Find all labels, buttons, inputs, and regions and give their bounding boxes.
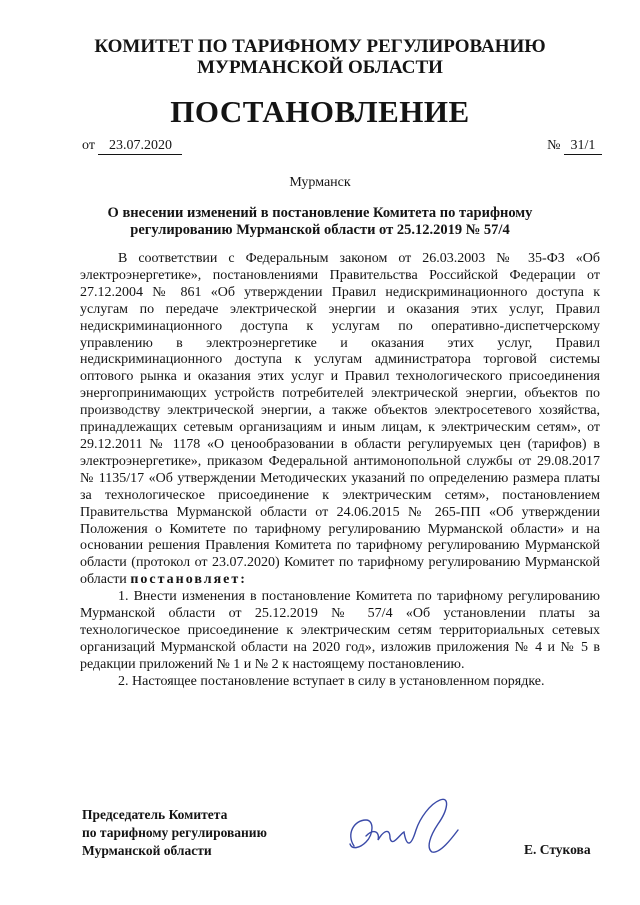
signatory-name: Е. Стукова [524, 842, 591, 857]
organization-name [0, 36, 640, 78]
number-prefix: № [547, 138, 561, 153]
document-type: ПОСТАНОВЛЕНИЕ [170, 94, 470, 129]
date-value: 23.07.2020 [98, 138, 182, 155]
signatory-title-line-2: по тарифному регулированию [82, 825, 267, 840]
decree-item-1: 1. Внести изменения в постановление Комитета по тарифному регулированию Мурманской области от 25.12.2019 № 57/4 «Об установлении платы за технологическое присоединение к электрическим сетям территориальных сетевых организаций Мурманской области на 2020 год», изложив приложения № 4 и № 5 в редакции приложений № 1 и № 2 к настоящему постановлению. [80, 589, 600, 672]
date-number-row [82, 138, 602, 158]
org-line-1: КОМИТЕТ ПО ТАРИФНОМУ РЕГУЛИРОВАНИЮ [94, 36, 546, 57]
org-line-2: МУРМАНСКОЙ ОБЛАСТИ [197, 57, 443, 78]
preamble-paragraph [80, 251, 600, 589]
subject-line-2: регулированию Мурманской области от 25.12.2019 № 57/4 [130, 222, 510, 238]
number-value: 31/1 [564, 138, 602, 155]
document-date [82, 138, 182, 155]
signatory-title-line-1: Председатель Комитета [82, 807, 228, 822]
date-prefix: от [82, 138, 95, 153]
decree-word: постановляет: [130, 572, 247, 588]
document-number [547, 138, 602, 155]
signatory-title [82, 806, 267, 860]
signatory-title-line-3: Мурманской области [82, 843, 212, 858]
subject-line-1: О внесении изменений в постановление Комитета по тарифному [107, 205, 533, 221]
decree-item-2: 2. Настоящее постановление вступает в силу в установленном порядке. [118, 673, 545, 689]
document-body [80, 251, 600, 691]
document-subject [70, 205, 570, 239]
handwritten-signature [340, 790, 470, 870]
preamble-text: В соответствии с Федеральным законом от 26.03.2003 № 35-ФЗ «Об электроэнергетике», постановлениями Правительства Российской Федерации от 27.12.2004 № 861 «Об утверждении Правил недискриминационного доступа к услугам по передаче электрической энергии и оказания этих услуг, Правил недискриминационного доступа к услугам по оперативно-диспетчерскому управлению в электроэнергетике и оказания этих услуг, Правил недискриминационного доступа к услугам администратора торговой системы оптового рынка и оказания этих услуг и Правил технологического присоединения энергопринимающих устройств потребителей электрической энергии, объектов по производству электрической энергии, а также объектов электросетевого хозяйства, принадлежащих сетевым организациям и иным лицам, к электрическим сетям», от 29.12.2011 № 1178 «О ценообразовании в области регулируемых цен (тарифов) в электроэнергетике», приказом Федеральной антимонопольной службы от 29.08.2017 № 1135/17 «Об утверждении Методических указаний по определению размера платы за технологическое присоединение к электрическим сетям», постановлением Правительства Мурманской области от 24.06.2015 № 265-ПП «Об утверждении Положения о Комитете по тарифному регулированию Мурманской области» и на основании решения Правления Комитета по тарифному регулированию Мурманской области (протокол от 23.07.2020) Комитет по тарифному регулированию Мурманской области [80, 251, 600, 588]
city: Мурманск [289, 175, 351, 190]
